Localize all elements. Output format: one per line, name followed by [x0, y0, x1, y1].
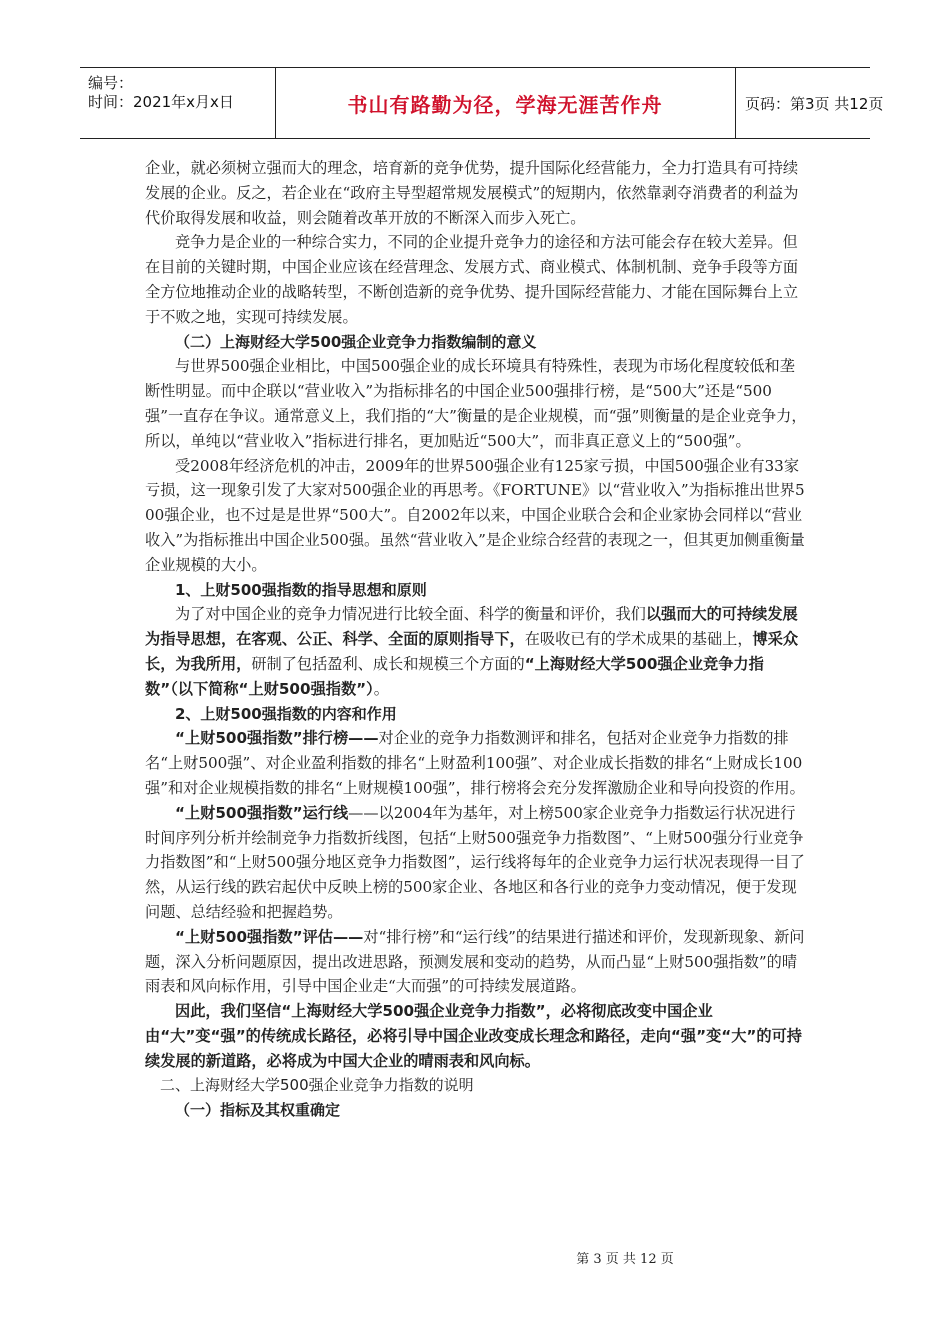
bold-text-run: 博采众长，为我所用， [145, 630, 799, 673]
header-motto: 书山有路勤为径，学海无涯苦作舟 [347, 92, 663, 117]
paragraph: 与世界500强企业相比，中国500强企业的成长环境具有特殊性，表现为市场化程度较低和垄断性明显。而中企联以“营业收入”为指标排名的中国企业500强排行榜，是“500大”还是“500强”一直存在争议。通常意义上，我们指的“大”衡量的是企业规模，而“强”则衡量的是企业竞争力，所以，单纯以“营业收入”指标进行排名，更加贴近“500大”，而非真正意义上的“500强”。 [145, 357, 807, 450]
header-info-cell [80, 68, 276, 138]
text-run: ——以2004年为基年，对上榜500家企业竞争力指数运行状况进行时间序列分析并绘制竞争力指数折线图，包括“上财500强竞争力指数图”、“上财500强分行业竞争力指数图”和“上财500强分地区竞争力指数图”，运行线将每年的企业竞争力运行状况表现得一目了然，从运行线的跌宕起伏中反映上榜的500家企业、各地区和各行业的竞争力变动情况，便于发现问题、总结经验和把握趋势。 [145, 803, 805, 921]
subsection-heading: 2、上财500强指数的内容和作用 [175, 704, 397, 723]
document-date: 时间：2021年x月x日 [88, 93, 234, 111]
bold-text-run: “上海财经大学500强企业竞争力指数”（以下简称“上财500强指数”） [145, 654, 764, 698]
bold-paragraph: 因此，我们坚信“上海财经大学500强企业竞争力指数”，必将彻底改变中国企业由“大”变“强”的传统成长路径，必将引导中国企业改变成长理念和路径，走向“强”变“大”的可持续发展的新道路，必将成为中国大企业的晴雨表和风向标。 [145, 1002, 802, 1070]
paragraph [145, 602, 810, 701]
bold-text-run: “上财500强指数”排行榜—— [175, 729, 379, 748]
subsection-heading: 1、上财500强指数的指导思想和原则 [175, 580, 427, 599]
document-code-label: 编号： [88, 74, 134, 92]
bold-text-run: “上财500强指数”评估—— [175, 927, 364, 946]
paragraph: 受2008年经济危机的冲击，2009年的世界500强企业有125家亏损，中国500强企业有33家亏损，这一现象引发了大家对500强企业的再思考。《FORTUNE》以“营业收入”为指标推出世界500强企业，也不过是是世界“500大”。自2002年以来，中国企业联合会和企业家协会同样以“营业收入”为指标推出中国企业500强。虽然“营业收入”是企业综合经营的表现之一，但其更加侧重衡量企业规模的大小。 [145, 456, 805, 574]
paragraph [145, 925, 810, 999]
paragraph [145, 801, 810, 925]
chapter-heading: 二、上海财经大学500强企业竞争力指数的说明 [160, 1076, 474, 1095]
header-page-cell [735, 68, 884, 138]
footer-page-number: 第 3 页 共 12 页 [576, 1252, 674, 1267]
section-heading: （一）指标及其权重确定 [175, 1101, 341, 1120]
bold-text-run: 以强而大的可持续发展为指导思想，在客观、公正、科学、全面的原则指导下， [145, 605, 798, 649]
page-header [80, 67, 884, 139]
text-run: 为了对中国企业的竞争力情况进行比较全面、科学的衡量和评价，我们 [175, 605, 646, 624]
header-motto-cell [275, 68, 736, 138]
paragraph: 竞争力是企业的一种综合实力，不同的企业提升竞争力的途径和方法可能会存在较大差异。但在目前的关键时期，中国企业应该在经营理念、发展方式、商业模式、体制机制、竞争手段等方面全方位地推动企业的战略转型，不断创造新的竞争优势、提升国际经营能力、才能在国际舞台上立于不败之地，实现可持续发展。 [145, 233, 799, 326]
text-run: 对企业的竞争力指数测评和排名，包括对企业竞争力指数的排名“上财500强”、对企业盈利指数的排名“上财盈利100强”、对企业成长指数的排名“上财成长100强”和对企业规模指数的排名“上财规模100强”，排行榜将会充分发挥激励企业和导向投资的作用。 [145, 729, 805, 797]
bold-text-run: “上财500强指数”运行线 [175, 803, 349, 822]
text-run: 。 [373, 679, 389, 698]
header-page-number: 页码：第3页 共12页 [745, 94, 884, 113]
document-body [145, 156, 810, 1123]
text-run: 研制了包括盈利、成长和规模三个方面的 [251, 654, 525, 673]
paragraph: 企业，就必须树立强而大的理念，培育新的竞争优势，提升国际化经营能力，全力打造具有可持续发展的企业。反之，若企业在“政府主导型超常规发展模式”的短期内，依然靠剥夺消费者的利益为代价取得发展和收益，则会随着改革开放的不断深入而步入死亡。 [145, 159, 799, 227]
paragraph [145, 726, 810, 800]
section-heading: （二）上海财经大学500强企业竞争力指数编制的意义 [175, 332, 537, 351]
text-run: 在吸收已有的学术成果的基础上， [524, 630, 753, 649]
page-footer [0, 1248, 950, 1267]
text-run: 对“排行榜”和“运行线”的结果进行描述和评价，发现新现象、新问题，深入分析问题原因，提出改进思路，预测发展和变动的趋势，从而凸显“上财500强指数”的晴雨表和风向标作用，引导中国企业走“大而强”的可持续发展道路。 [145, 927, 805, 996]
